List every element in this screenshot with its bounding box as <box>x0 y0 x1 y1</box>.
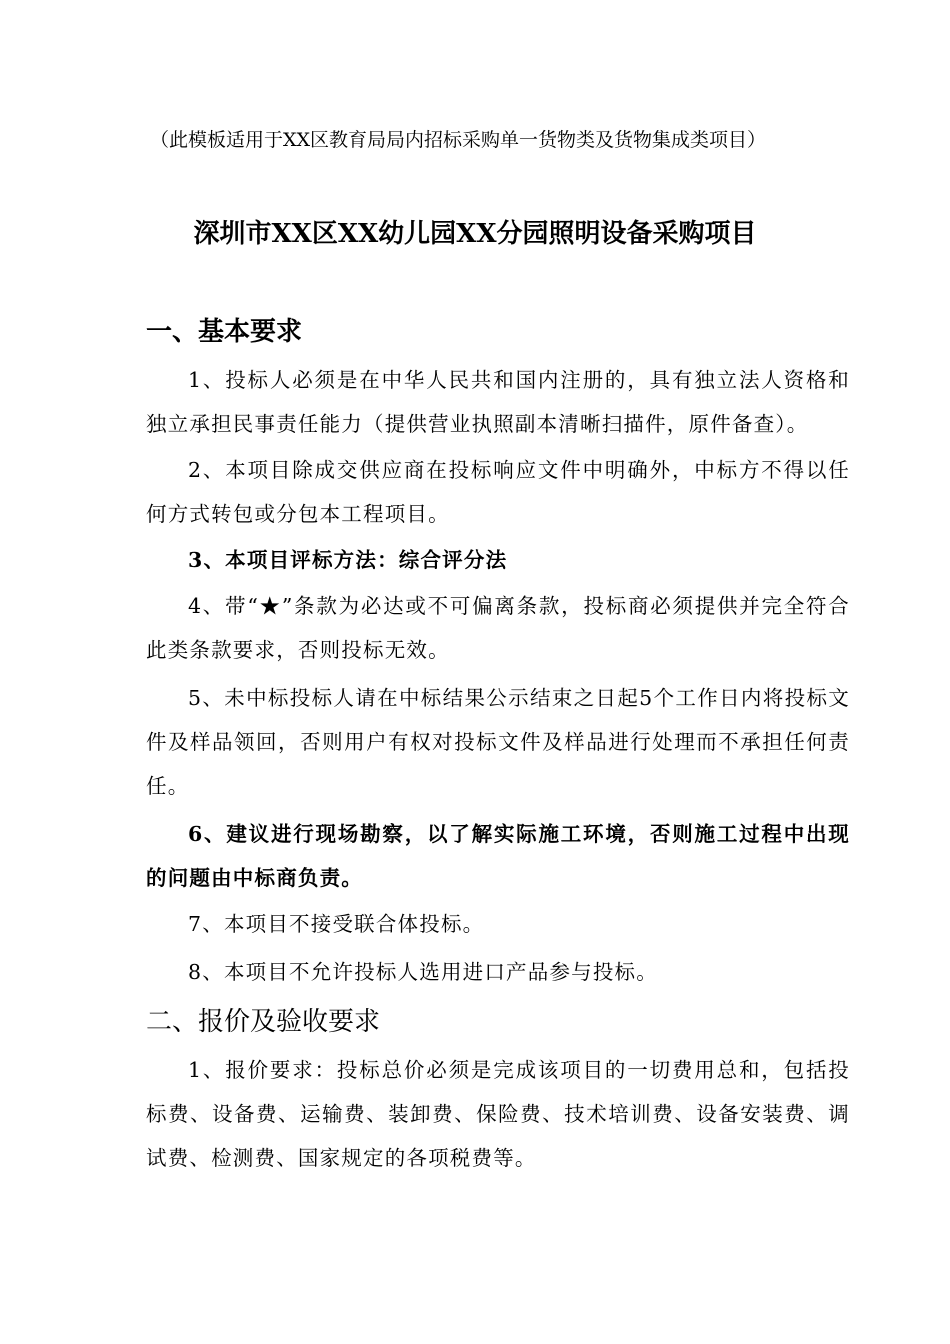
section-heading-basic-requirements: 一、基本要求 <box>146 317 303 347</box>
template-note: （此模板适用于XX区教育局局内招标采购单一货物类及货物集成类项目） <box>150 129 767 151</box>
section-heading-quote-acceptance: 二、报价及验收要求 <box>146 1007 381 1037</box>
requirement-item-2: 2、本项目除成交供应商在投标响应文件中明确外，中标方不得以任何方式转包或分包本工程项目。 <box>146 458 850 526</box>
requirement-item-7: 7、本项目不接受联合体投标。 <box>188 912 485 936</box>
document-title: 深圳市XX区XX幼儿园XX分园照明设备采购项目 <box>193 219 757 249</box>
requirement-item-8: 8、本项目不允许投标人选用进口产品参与投标。 <box>188 960 658 984</box>
requirement-item-6: 6、建议进行现场勘察，以了解实际施工环境，否则施工过程中出现的问题由中标商负责。 <box>146 822 850 890</box>
requirement-item-4: 4、带“★”条款为必达或不可偏离条款，投标商必须提供并完全符合此类条款要求，否则投标无效。 <box>146 594 850 662</box>
requirement-item-3: 3、本项目评标方法：综合评分法 <box>188 548 508 572</box>
requirement-item-1: 1、投标人必须是在中华人民共和国内注册的，具有独立法人资格和独立承担民事责任能力（提供营业执照副本清晰扫描件，原件备查）。 <box>146 368 850 436</box>
quote-requirement-item-1: 1、报价要求：投标总价必须是完成该项目的一切费用总和，包括投标费、设备费、运输费、装卸费、保险费、技术培训费、设备安装费、调试费、检测费、国家规定的各项税费等。 <box>146 1058 850 1170</box>
requirement-item-5: 5、未中标投标人请在中标结果公示结束之日起5个工作日内将投标文件及样品领回，否则用户有权对投标文件及样品进行处理而不承担任何责任。 <box>146 686 850 798</box>
